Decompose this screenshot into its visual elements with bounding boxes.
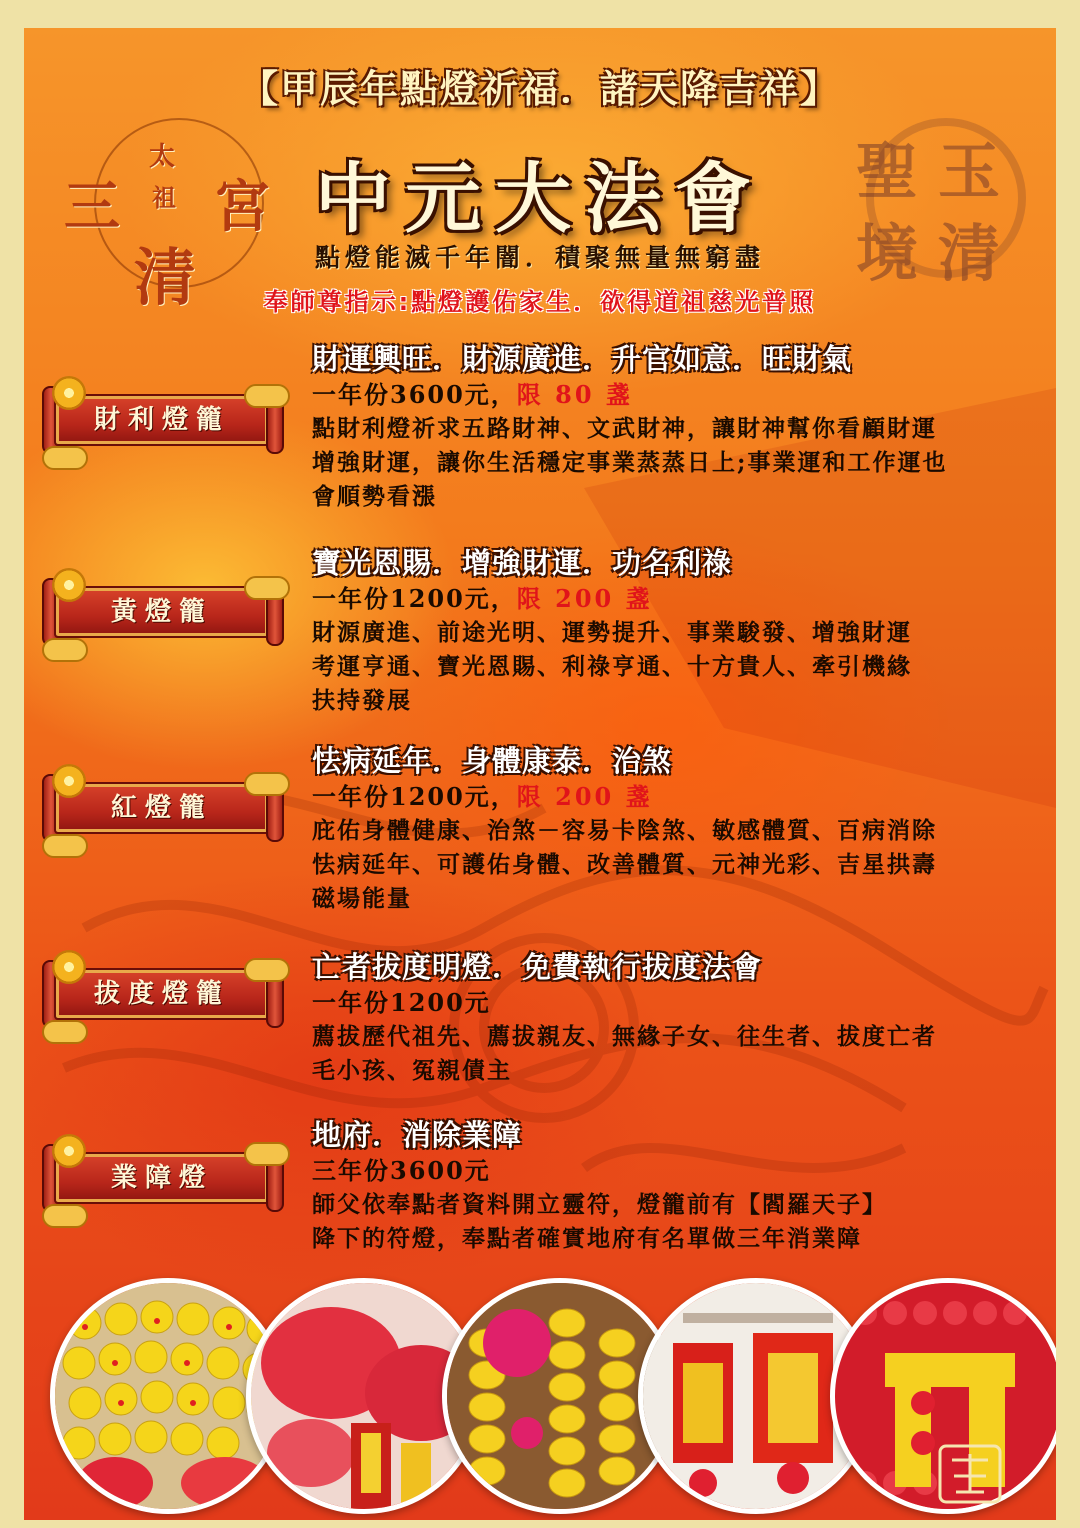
scroll-label-wealth-lantern xyxy=(38,376,288,466)
section-desc-line: 點財利燈祈求五路財神、文武財神，讓財神幫你看顧財運 xyxy=(312,415,937,442)
section-yellow-lantern xyxy=(312,544,1052,718)
logo-char: 清 xyxy=(134,241,197,314)
section-desc-line: 考運亨通、寶光恩賜、利祿亨通、十方貴人、牽引機緣 xyxy=(312,653,912,680)
section-desc-line: 磁場能量 xyxy=(312,885,412,912)
subtitle: 點燈能滅千年闇．積聚無量無窮盡 xyxy=(314,243,765,272)
limit-text: 限 200 盞 xyxy=(516,782,653,811)
section-desc-line: 降下的符燈，奉點者確實地府有名單做三年消業障 xyxy=(312,1225,862,1252)
banner-headline: 【甲辰年點燈祈福．諸天降吉祥】 xyxy=(239,67,840,111)
logo-char: 玉 xyxy=(938,135,1001,208)
price-text: 一年份1200元， xyxy=(312,584,517,613)
section-wealth-lantern xyxy=(312,340,1052,514)
section-headline: 寶光恩賜．增強財運．功名利祿 xyxy=(312,546,733,580)
section-headline: 地府．消除業障 xyxy=(312,1118,523,1152)
scroll-label-yellow-lantern xyxy=(38,568,288,658)
instruction-line: 奉師尊指示:點燈護佑家生．欲得道祖慈光普照 xyxy=(263,288,817,316)
section-desc-line: 會順勢看漲 xyxy=(312,483,437,510)
section-desc-line: 扶持發展 xyxy=(312,687,412,714)
section-karma-lantern xyxy=(312,1116,1052,1256)
section-desc-line: 財源廣進、前途光明、運勢提升、事業駿發、增強財運 xyxy=(312,619,912,646)
logo-char: 宮 xyxy=(214,174,270,240)
section-price xyxy=(312,582,1052,616)
logo-char: 三 xyxy=(64,174,120,240)
section-price xyxy=(312,1154,1052,1188)
photo-row xyxy=(24,1278,1056,1520)
section-desc-line: 薦拔歷代祖先、薦拔親友、無緣子女、往生者、拔度亡者 xyxy=(312,1023,937,1050)
limit-text: 限 200 盞 xyxy=(516,584,653,613)
section-desc-line: 師父依奉點者資料開立靈符，燈籠前有【閻羅天子】 xyxy=(312,1191,887,1218)
cloud-icon xyxy=(42,834,88,858)
logo-char: 境 xyxy=(856,217,919,290)
cloud-icon xyxy=(42,1020,88,1044)
section-desc-line: 增強財運，讓你生活穩定事業蒸蒸日上;事業運和工作運也 xyxy=(312,449,948,476)
scroll-label-text: 財利燈籠 xyxy=(93,405,230,435)
section-desc-line: 毛小孩、冤親債主 xyxy=(312,1057,512,1084)
section-red-lantern xyxy=(312,742,1052,916)
page-title: 中元大法會 xyxy=(315,154,765,243)
price-text: 一年份1200元 xyxy=(312,988,491,1017)
section-desc-line: 怯病延年、可護佑身體、改善體質、元神光彩、吉星拱壽 xyxy=(312,851,937,878)
poster xyxy=(24,28,1056,1520)
section-price xyxy=(312,378,1052,412)
scroll-label-salvation-lantern xyxy=(38,950,288,1040)
logo-char: 太 xyxy=(149,142,176,172)
cloud-icon xyxy=(42,1204,88,1228)
cloud-icon xyxy=(42,638,88,662)
scroll-label-text: 紅燈籠 xyxy=(110,793,213,823)
scroll-label-text: 黃燈籠 xyxy=(110,597,213,627)
scroll-label-karma-lantern xyxy=(38,1134,288,1224)
logo-char: 聖 xyxy=(856,135,919,208)
limit-text: 限 80 盞 xyxy=(516,380,633,409)
scroll-label-red-lantern xyxy=(38,764,288,854)
logo-char: 清 xyxy=(938,217,1001,290)
section-headline: 怯病延年．身體康泰．治煞 xyxy=(312,744,673,778)
section-headline: 亡者拔度明燈．免費執行拔度法會 xyxy=(312,950,763,984)
price-text: 一年份1200元， xyxy=(312,782,517,811)
section-salvation-lantern xyxy=(312,948,1052,1088)
seal-stamp xyxy=(934,1440,1014,1510)
section-price xyxy=(312,986,1052,1020)
price-text: 三年份3600元 xyxy=(312,1156,491,1185)
price-text: 一年份3600元， xyxy=(312,380,517,409)
section-price xyxy=(312,780,1052,814)
section-desc-line: 庇佑身體健康、治煞－容易卡陰煞、敏感體質、百病消除 xyxy=(312,817,937,844)
scroll-label-text: 拔度燈籠 xyxy=(93,979,230,1009)
section-headline: 財運興旺．財源廣進．升官如意．旺財氣 xyxy=(312,342,853,376)
cloud-icon xyxy=(42,446,88,470)
logo-char: 祖 xyxy=(152,183,176,212)
scroll-label-text: 業障燈 xyxy=(110,1163,213,1193)
